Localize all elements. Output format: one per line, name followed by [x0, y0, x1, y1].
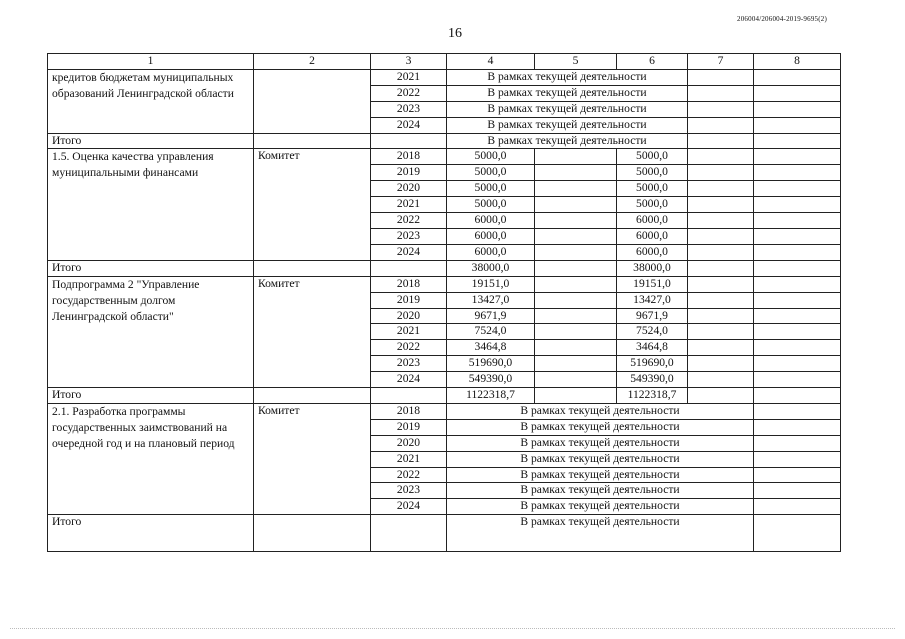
table-cell: [754, 276, 841, 292]
amount-regional-cell: 6000,0: [617, 244, 688, 260]
column-header: 3: [371, 54, 447, 70]
table-cell: [754, 181, 841, 197]
amount-regional-cell: 5000,0: [617, 197, 688, 213]
within-activity-cell: В рамках текущей деятельности: [447, 403, 754, 419]
year-cell: 2019: [371, 292, 447, 308]
within-activity-cell: В рамках текущей деятельности: [447, 419, 754, 435]
table-cell: [688, 213, 754, 229]
within-activity-cell: В рамках текущей деятельности: [447, 483, 754, 499]
amount-total-cell: 5000,0: [447, 165, 535, 181]
table-cell: [688, 372, 754, 388]
amount-total-cell: 6000,0: [447, 213, 535, 229]
table-cell: [754, 101, 841, 117]
column-header: 5: [535, 54, 617, 70]
table-row: [48, 276, 841, 292]
table-cell: [688, 101, 754, 117]
within-activity-cell: В рамках текущей деятельности: [447, 435, 754, 451]
table-cell: [754, 149, 841, 165]
year-cell: 2023: [371, 228, 447, 244]
table-cell: [754, 483, 841, 499]
table-cell: [688, 308, 754, 324]
table-cell: [535, 292, 617, 308]
table-cell: [754, 403, 841, 419]
table-cell: [688, 324, 754, 340]
amount-total-cell: 3464,8: [447, 340, 535, 356]
year-cell: 2024: [371, 244, 447, 260]
table-cell: [754, 515, 841, 552]
table-cell: [535, 388, 617, 404]
within-activity-cell: В рамках текущей деятельности: [447, 499, 754, 515]
table-row: [48, 515, 841, 552]
table-cell: [754, 435, 841, 451]
table-cell: [754, 356, 841, 372]
total-label: Итого: [48, 133, 254, 149]
total-amount-cell: 38000,0: [447, 260, 535, 276]
page-number: 16: [448, 26, 462, 41]
column-header: 6: [617, 54, 688, 70]
total-amount-cell: 38000,0: [617, 260, 688, 276]
year-cell: 2020: [371, 181, 447, 197]
table-cell: [535, 260, 617, 276]
table-cell: [535, 372, 617, 388]
executor-cell: Комитет: [254, 403, 371, 514]
amount-regional-cell: 9671,9: [617, 308, 688, 324]
table-cell: [688, 165, 754, 181]
table-cell: [754, 292, 841, 308]
year-cell: 2024: [371, 372, 447, 388]
table-cell: [688, 340, 754, 356]
table-cell: [688, 228, 754, 244]
measure-name: 2.1. Разработка программы государственных заимствований на очередной год и на плановый период: [48, 403, 254, 514]
table-cell: [371, 388, 447, 404]
table-cell: [754, 419, 841, 435]
table-cell: [535, 165, 617, 181]
within-activity-cell: В рамках текущей деятельности: [447, 69, 688, 85]
table-row: [48, 260, 841, 276]
table-cell: [754, 197, 841, 213]
table-cell: [754, 165, 841, 181]
table-cell: [754, 85, 841, 101]
column-header: 7: [688, 54, 754, 70]
within-activity-cell: В рамках текущей деятельности: [447, 117, 688, 133]
executor-cell: Комитет: [254, 149, 371, 260]
year-cell: 2022: [371, 213, 447, 229]
total-amount-cell: 1122318,7: [447, 388, 535, 404]
year-cell: 2023: [371, 483, 447, 499]
column-header: 4: [447, 54, 535, 70]
table-cell: [754, 499, 841, 515]
measure-name: Подпрограмма 2 "Управление государственным долгом Ленинградской области": [48, 276, 254, 387]
year-cell: 2024: [371, 499, 447, 515]
amount-total-cell: 5000,0: [447, 149, 535, 165]
year-cell: 2020: [371, 308, 447, 324]
year-cell: 2018: [371, 403, 447, 419]
table-cell: [688, 85, 754, 101]
table-cell: [754, 213, 841, 229]
table-cell: [688, 276, 754, 292]
table-cell: [371, 260, 447, 276]
column-header: 2: [254, 54, 371, 70]
table-cell: [688, 117, 754, 133]
amount-total-cell: 5000,0: [447, 181, 535, 197]
amount-regional-cell: 549390,0: [617, 372, 688, 388]
within-activity-cell: В рамках текущей деятельности: [447, 133, 688, 149]
table-cell: [754, 451, 841, 467]
table-cell: [688, 292, 754, 308]
within-activity-cell: В рамках текущей деятельности: [447, 515, 754, 552]
year-cell: 2021: [371, 197, 447, 213]
table-cell: [371, 515, 447, 552]
table-cell: [254, 388, 371, 404]
table-cell: [535, 244, 617, 260]
scan-edge-line: [10, 628, 895, 629]
year-cell: 2022: [371, 467, 447, 483]
year-cell: 2018: [371, 149, 447, 165]
table-cell: [754, 388, 841, 404]
table-cell: [688, 133, 754, 149]
table-cell: [688, 244, 754, 260]
table-row: [48, 149, 841, 165]
amount-regional-cell: 5000,0: [617, 149, 688, 165]
table-cell: [688, 181, 754, 197]
table-cell: [688, 356, 754, 372]
table-cell: [754, 228, 841, 244]
year-cell: 2021: [371, 69, 447, 85]
table-cell: [688, 260, 754, 276]
year-cell: 2021: [371, 324, 447, 340]
table-cell: [688, 388, 754, 404]
amount-total-cell: 9671,9: [447, 308, 535, 324]
table-cell: [535, 356, 617, 372]
table-cell: [535, 149, 617, 165]
amount-total-cell: 519690,0: [447, 356, 535, 372]
column-header: 1: [48, 54, 254, 70]
table-cell: [754, 372, 841, 388]
amount-regional-cell: 6000,0: [617, 228, 688, 244]
amount-regional-cell: 13427,0: [617, 292, 688, 308]
table-cell: [688, 69, 754, 85]
amount-total-cell: 6000,0: [447, 228, 535, 244]
year-cell: 2022: [371, 340, 447, 356]
table-cell: [535, 308, 617, 324]
year-cell: 2022: [371, 85, 447, 101]
total-amount-cell: 1122318,7: [617, 388, 688, 404]
table-cell: [535, 197, 617, 213]
table-row: [48, 388, 841, 404]
table-row: [48, 133, 841, 149]
table-row: [48, 54, 841, 70]
amount-regional-cell: 3464,8: [617, 340, 688, 356]
table-cell: [535, 276, 617, 292]
amount-total-cell: 19151,0: [447, 276, 535, 292]
year-cell: 2023: [371, 356, 447, 372]
table-cell: [754, 244, 841, 260]
table-cell: [371, 133, 447, 149]
table-cell: [535, 181, 617, 197]
executor-cell: Комитет: [254, 276, 371, 387]
table-row: [48, 403, 841, 419]
total-label: Итого: [48, 260, 254, 276]
table-cell: [535, 324, 617, 340]
table-cell: [254, 515, 371, 552]
amount-regional-cell: 5000,0: [617, 165, 688, 181]
table-cell: [754, 117, 841, 133]
year-cell: 2021: [371, 451, 447, 467]
year-cell: 2023: [371, 101, 447, 117]
year-cell: 2018: [371, 276, 447, 292]
total-label: Итого: [48, 388, 254, 404]
table-cell: [688, 197, 754, 213]
measure-name: кредитов бюджетам муниципальных образований Ленинградской области: [48, 69, 254, 133]
program-table: [47, 53, 841, 552]
amount-regional-cell: 6000,0: [617, 213, 688, 229]
within-activity-cell: В рамках текущей деятельности: [447, 101, 688, 117]
document-id: 206004/206004-2019-9695(2): [737, 15, 827, 23]
table-cell: [754, 308, 841, 324]
table-cell: [754, 340, 841, 356]
amount-total-cell: 6000,0: [447, 244, 535, 260]
amount-regional-cell: 519690,0: [617, 356, 688, 372]
year-cell: 2019: [371, 419, 447, 435]
within-activity-cell: В рамках текущей деятельности: [447, 85, 688, 101]
table-cell: [754, 69, 841, 85]
measure-name: 1.5. Оценка качества управления муниципальными финансами: [48, 149, 254, 260]
within-activity-cell: В рамках текущей деятельности: [447, 467, 754, 483]
amount-total-cell: 7524,0: [447, 324, 535, 340]
executor-cell: [254, 69, 371, 133]
table-cell: [535, 213, 617, 229]
amount-regional-cell: 5000,0: [617, 181, 688, 197]
table-row: [48, 69, 841, 85]
amount-regional-cell: 7524,0: [617, 324, 688, 340]
table-cell: [754, 324, 841, 340]
amount-total-cell: 5000,0: [447, 197, 535, 213]
table-cell: [754, 133, 841, 149]
year-cell: 2020: [371, 435, 447, 451]
table-cell: [535, 340, 617, 356]
total-label: Итого: [48, 515, 254, 552]
column-header: 8: [754, 54, 841, 70]
table-cell: [254, 133, 371, 149]
amount-total-cell: 549390,0: [447, 372, 535, 388]
table-cell: [535, 228, 617, 244]
table-cell: [754, 260, 841, 276]
year-cell: 2024: [371, 117, 447, 133]
amount-regional-cell: 19151,0: [617, 276, 688, 292]
year-cell: 2019: [371, 165, 447, 181]
amount-total-cell: 13427,0: [447, 292, 535, 308]
table-cell: [754, 467, 841, 483]
within-activity-cell: В рамках текущей деятельности: [447, 451, 754, 467]
table-cell: [688, 149, 754, 165]
table-cell: [254, 260, 371, 276]
